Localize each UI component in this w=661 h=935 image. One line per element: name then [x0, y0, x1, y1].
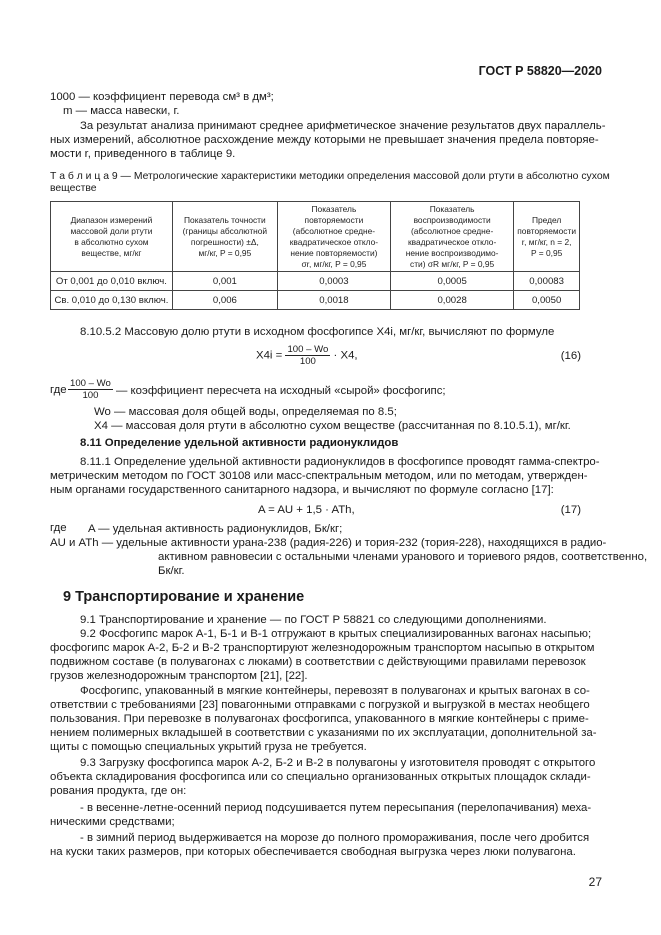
para-line: ным органами государственного санитарного надзора, и вычисляют по формуле согласно [17]: — [50, 484, 554, 496]
header-text: нение воспроизводимо- — [405, 247, 499, 258]
header-text: воспроизводимости — [413, 214, 491, 225]
para-line: 8.11.1 Определение удельной активности радионуклидов в фосфогипсе проводят гамма-спектро- — [80, 456, 600, 468]
section-title-8-11: 8.11 Определение удельной активности радионуклидов — [80, 437, 399, 449]
formula-rhs: · X4, — [333, 349, 358, 362]
header-text: погрешности) ±Δ, — [190, 236, 259, 247]
bullet-line: ническими средствами; — [50, 816, 175, 828]
header-text: мг/кг, P = 0,95 — [198, 247, 252, 258]
header-text: (абсолютное средне- — [410, 225, 494, 236]
section-title-9: 9 Транспортирование и хранение — [63, 589, 305, 605]
equation-number: (16) — [560, 350, 581, 362]
table-cell: Св. 0,010 до 0,130 включ. — [51, 291, 173, 310]
para-line: подвижном составе (в полувагонах с люками) в соответствии с действующими правилами перевозок — [50, 656, 586, 668]
header-text: нение повторяемости) — [290, 247, 378, 258]
para-line: нением полимерных вкладышей в соответствии с указаниями по их эксплуатации, дополнительной за- — [50, 727, 597, 739]
table-row — [51, 291, 580, 310]
intro-para-line: мости r, приведенного в таблице 9. — [50, 148, 236, 160]
formula-lhs: X4i = — [256, 349, 283, 362]
col-header-accuracy — [172, 202, 277, 272]
para-9-1: 9.1 Транспортирование и хранение — по ГОСТ Р 58821 со следующими дополнениями. — [80, 614, 547, 626]
para-line: рования продукта, где он: — [50, 785, 187, 797]
header-text: r, мг/кг, n = 2, — [521, 236, 572, 247]
table-caption-cont: веществе — [50, 183, 97, 194]
definition-line: — коэффициент пересчета на исходный «сырой» фосфогипс; — [116, 385, 446, 397]
fraction-numerator: 100 – Wo — [70, 378, 111, 389]
header-text: (абсолютное средне- — [292, 225, 376, 236]
table-cell: 0,0005 — [390, 272, 513, 291]
col-header-repeatability — [277, 202, 390, 272]
fraction-numerator: 100 – Wo — [287, 344, 329, 355]
header-text: квадратическое откло- — [407, 236, 497, 247]
def-fraction — [68, 378, 113, 401]
definition-line: AU и ATh — удельные активности урана-238 (радия-226) и тория-232 (тория-228), находящихся в радио- — [50, 537, 607, 549]
col-header-reproducibility — [390, 202, 513, 272]
where-label: где — [50, 522, 67, 534]
table-cell: От 0,001 до 0,010 включ. — [51, 272, 173, 291]
para-line: фосфогипс марок А-2, Б-2 и В-2 транспортируют железнодорожным транспортом насыпью в открытом — [50, 642, 595, 654]
para-line: ответствии с требованиями [23] повагонными отправками с погрузкой и выгрузкой в местах необщего — [50, 699, 590, 711]
where-label: где — [50, 384, 67, 396]
bullet-line: - в зимний период выдерживается на морозе до полного промораживания, после чего дробится — [80, 832, 590, 844]
intro-line-1000: 1000 — коэффициент перевода см³ в дм³; — [50, 91, 274, 103]
header-text: в абсолютно сухом — [74, 236, 149, 247]
definition-line: X4 — массовая доля ртути в абсолютно сухом веществе (рассчитанная по 8.10.5.1), мг/кг. — [94, 420, 571, 432]
bullet-line: на куски таких размеров, при которых обеспечивается свободная выгрузка через люки полувагона. — [50, 846, 576, 858]
header-text: массовой доли ртути — [70, 225, 153, 236]
para-line: грузов железнодорожным транспортом [21], [22]. — [50, 670, 308, 682]
table-cell: 0,0028 — [390, 291, 513, 310]
header-text: веществе, мг/кг — [81, 247, 142, 258]
header-text: сти) σR мг/кг, P = 0,95 — [410, 258, 495, 269]
header-text: (границы абсолютной — [182, 225, 268, 236]
header-text: Предел — [531, 214, 562, 225]
page-number: 27 — [588, 875, 602, 889]
bullet-line: - в весенне-летне-осенний период подсушивается путем пересыпания (перелопачивания) меха- — [80, 802, 592, 814]
document-header: ГОСТ Р 58820—2020 — [478, 64, 602, 78]
intro-para-line: ных измерений, абсолютное расхождение между которыми не превышает значения предела повторяе- — [50, 134, 599, 146]
para-line: метрическим методом по ГОСТ 30108 или масс-спектральным методом, или по методам, утвержден- — [50, 470, 588, 482]
intro-line-m: m — масса навески, г. — [63, 105, 180, 117]
intro-para-line: За результат анализа принимают среднее арифметическое значение результатов двух параллель- — [80, 120, 606, 132]
table-row — [51, 272, 580, 291]
formula-fraction — [285, 344, 330, 367]
header-text: Показатель — [311, 203, 357, 214]
table-cell: 0,0050 — [514, 291, 580, 310]
header-text: квадратическое откло- — [289, 236, 379, 247]
para-line: объекта складирования фосфогипса или со специально организованных открытых площадок склади- — [50, 771, 591, 783]
header-text: σr, мг/кг, P = 0,95 — [301, 258, 367, 269]
table-cell: 0,001 — [172, 272, 277, 291]
table-cell: 0,0003 — [277, 272, 390, 291]
para-8-10-5-2: 8.10.5.2 Массовую долю ртути в исходном фосфогипсе X4i, мг/кг, вычисляют по формуле — [80, 326, 555, 338]
header-text: повторяемости — [517, 225, 576, 236]
col-header-range — [51, 202, 173, 272]
definition-line: активном равновесии с остальными членами уранового и ториевого рядов, соответственно, — [158, 551, 648, 563]
header-text: Показатель — [429, 203, 475, 214]
header-text: P = 0,95 — [530, 247, 563, 258]
definition-line: Wo — массовая доля общей воды, определяемая по 8.5; — [94, 406, 397, 418]
table-caption: Т а б л и ц а 9 — Метрологические характеристики методики определения массовой доли ртути в абсолютно сухом — [50, 171, 610, 182]
header-text: Показатель точности — [184, 214, 266, 225]
para-line: Фосфогипс, упакованный в мягкие контейнеры, перевозят в полувагонах и крытых вагонах в со- — [80, 685, 590, 697]
fraction-denominator: 100 — [299, 356, 316, 367]
formula-17: A = AU + 1,5 · ATh, — [258, 504, 355, 516]
table-header-row — [51, 202, 580, 272]
header-text: Диапазон измерений — [70, 214, 153, 225]
definition-line: Бк/кг. — [158, 565, 185, 577]
header-text: повторяемости — [304, 214, 364, 225]
para-line: 9.2 Фосфогипс марок А-1, Б-1 и В-1 отгружают в крытых специализированных вагонах насыпью; — [80, 628, 592, 640]
formula-16 — [256, 344, 358, 367]
definition-line: A — удельная активность радионуклидов, Бк/кг; — [88, 523, 343, 535]
para-line: щиты с помощью специальных укрытий груза не требуется. — [50, 741, 367, 753]
col-header-limit — [514, 202, 580, 272]
para-line: 9.3 Загрузку фосфогипса марок А-2, Б-2 и В-2 в полувагоны у изготовителя проводят с открытого — [80, 757, 596, 769]
table-cell: 0,0018 — [277, 291, 390, 310]
fraction-denominator: 100 — [82, 390, 99, 401]
para-line: пользования. При перевозке в полувагонах фосфогипса, упакованного в мягкие контейнеры с приме- — [50, 713, 589, 725]
equation-number: (17) — [560, 504, 581, 516]
metrology-table — [50, 201, 580, 310]
table-cell: 0,006 — [172, 291, 277, 310]
table-cell: 0,00083 — [514, 272, 580, 291]
